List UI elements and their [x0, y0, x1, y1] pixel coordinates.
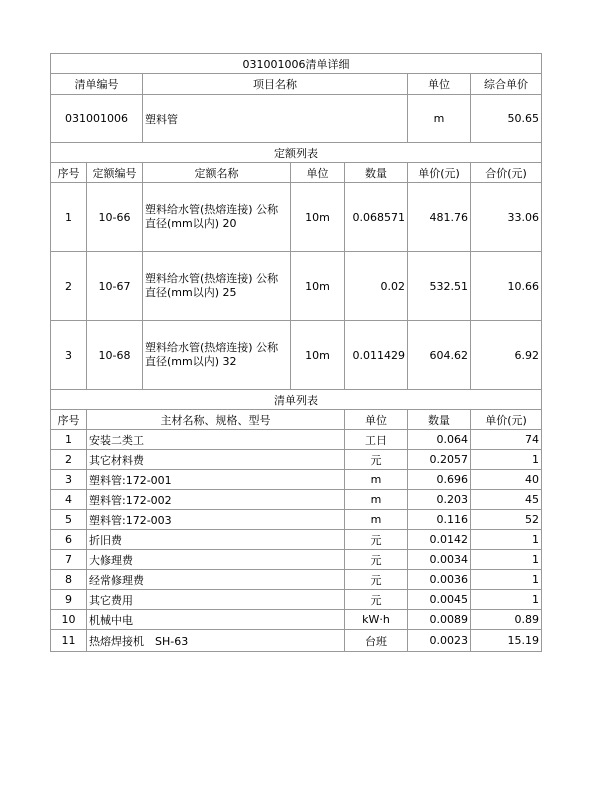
materials-name: 大修理费 — [87, 550, 345, 570]
code-header: 清单编号 — [51, 74, 143, 95]
materials-name: 经常修理费 — [87, 570, 345, 590]
quota-row — [51, 252, 542, 321]
materials-name: 安装二类工 — [87, 430, 345, 450]
materials-col-header: 序号 — [51, 410, 87, 430]
materials-price: 1 — [471, 550, 542, 570]
quota-total: 6.92 — [471, 321, 542, 390]
quota-code: 10-66 — [87, 183, 143, 252]
materials-unit: 元 — [345, 530, 408, 550]
quota-no: 1 — [51, 183, 87, 252]
quota-code: 10-68 — [87, 321, 143, 390]
materials-unit: 元 — [345, 450, 408, 470]
materials-unit: 台班 — [345, 630, 408, 652]
quota-col-header: 定额编号 — [87, 163, 143, 183]
materials-row — [51, 510, 542, 530]
item-code: 031001006 — [51, 95, 143, 143]
materials-name: 塑料管:172-001 — [87, 470, 345, 490]
item-header-row — [51, 74, 542, 95]
quota-no: 2 — [51, 252, 87, 321]
quota-name: 塑料给水管(热熔连接) 公称直径(mm以内) 32 — [143, 321, 291, 390]
materials-no: 5 — [51, 510, 87, 530]
materials-name: 塑料管:172-002 — [87, 490, 345, 510]
bill-detail-sheet — [50, 53, 541, 652]
materials-no: 8 — [51, 570, 87, 590]
quota-no: 3 — [51, 321, 87, 390]
materials-unit: 工日 — [345, 430, 408, 450]
materials-name: 机械中电 — [87, 610, 345, 630]
quota-qty: 0.011429 — [345, 321, 408, 390]
materials-no: 7 — [51, 550, 87, 570]
materials-price: 45 — [471, 490, 542, 510]
materials-price: 15.19 — [471, 630, 542, 652]
materials-price: 40 — [471, 470, 542, 490]
materials-qty: 0.064 — [408, 430, 471, 450]
materials-row — [51, 430, 542, 450]
materials-row — [51, 630, 542, 652]
quota-row — [51, 183, 542, 252]
materials-unit: m — [345, 510, 408, 530]
materials-unit: m — [345, 490, 408, 510]
materials-col-header: 单价(元) — [471, 410, 542, 430]
materials-section-row — [51, 390, 542, 410]
materials-list — [51, 430, 542, 652]
materials-name: 折旧费 — [87, 530, 345, 550]
quota-header-row — [51, 163, 542, 183]
materials-row — [51, 550, 542, 570]
item-name: 塑料管 — [143, 95, 408, 143]
quota-total: 33.06 — [471, 183, 542, 252]
quota-col-header: 定额名称 — [143, 163, 291, 183]
materials-col-header: 主材名称、规格、型号 — [87, 410, 345, 430]
materials-name: 热熔焊接机 SH-63 — [87, 630, 345, 652]
item-unit: m — [408, 95, 471, 143]
quota-unit: 10m — [291, 252, 345, 321]
title-row — [51, 54, 542, 74]
materials-no: 4 — [51, 490, 87, 510]
quota-qty: 0.02 — [345, 252, 408, 321]
materials-row — [51, 450, 542, 470]
materials-qty: 0.0034 — [408, 550, 471, 570]
materials-price: 74 — [471, 430, 542, 450]
quota-price: 481.76 — [408, 183, 471, 252]
materials-no: 2 — [51, 450, 87, 470]
quota-section-title: 定额列表 — [51, 143, 542, 163]
materials-no: 3 — [51, 470, 87, 490]
materials-price: 52 — [471, 510, 542, 530]
item-row — [51, 95, 542, 143]
materials-row — [51, 610, 542, 630]
materials-price: 1 — [471, 530, 542, 550]
price-header: 综合单价 — [471, 74, 542, 95]
materials-no: 6 — [51, 530, 87, 550]
materials-no: 1 — [51, 430, 87, 450]
quota-col-header: 序号 — [51, 163, 87, 183]
materials-col-header: 单位 — [345, 410, 408, 430]
materials-row — [51, 470, 542, 490]
item-price: 50.65 — [471, 95, 542, 143]
materials-qty: 0.0142 — [408, 530, 471, 550]
materials-qty: 0.0036 — [408, 570, 471, 590]
quota-total: 10.66 — [471, 252, 542, 321]
materials-qty: 0.0023 — [408, 630, 471, 652]
quota-price: 604.62 — [408, 321, 471, 390]
quota-name: 塑料给水管(热熔连接) 公称直径(mm以内) 20 — [143, 183, 291, 252]
quota-row — [51, 321, 542, 390]
materials-no: 10 — [51, 610, 87, 630]
quota-col-header: 合价(元) — [471, 163, 542, 183]
unit-header: 单位 — [408, 74, 471, 95]
materials-unit: kW·h — [345, 610, 408, 630]
quota-col-header: 单位 — [291, 163, 345, 183]
materials-header-row — [51, 410, 542, 430]
quota-code: 10-67 — [87, 252, 143, 321]
materials-price: 1 — [471, 570, 542, 590]
materials-unit: 元 — [345, 590, 408, 610]
materials-qty: 0.116 — [408, 510, 471, 530]
materials-qty: 0.0045 — [408, 590, 471, 610]
materials-qty: 0.203 — [408, 490, 471, 510]
quota-unit: 10m — [291, 321, 345, 390]
quota-unit: 10m — [291, 183, 345, 252]
materials-unit: 元 — [345, 570, 408, 590]
materials-price: 1 — [471, 590, 542, 610]
materials-unit: 元 — [345, 550, 408, 570]
materials-row — [51, 590, 542, 610]
materials-row — [51, 570, 542, 590]
materials-no: 9 — [51, 590, 87, 610]
materials-row — [51, 490, 542, 510]
materials-name: 塑料管:172-003 — [87, 510, 345, 530]
quota-qty: 0.068571 — [345, 183, 408, 252]
bill-detail-table — [50, 53, 542, 652]
materials-col-header: 数量 — [408, 410, 471, 430]
name-header: 项目名称 — [143, 74, 408, 95]
materials-name: 其它费用 — [87, 590, 345, 610]
materials-no: 11 — [51, 630, 87, 652]
materials-row — [51, 530, 542, 550]
materials-section-title: 清单列表 — [51, 390, 542, 410]
materials-qty: 0.2057 — [408, 450, 471, 470]
materials-price: 0.89 — [471, 610, 542, 630]
quota-col-header: 数量 — [345, 163, 408, 183]
materials-unit: m — [345, 470, 408, 490]
quota-name: 塑料给水管(热熔连接) 公称直径(mm以内) 25 — [143, 252, 291, 321]
quota-col-header: 单价(元) — [408, 163, 471, 183]
quota-price: 532.51 — [408, 252, 471, 321]
materials-qty: 0.696 — [408, 470, 471, 490]
materials-qty: 0.0089 — [408, 610, 471, 630]
sheet-title: 031001006清单详细 — [51, 54, 542, 74]
quota-section-row — [51, 143, 542, 163]
materials-price: 1 — [471, 450, 542, 470]
materials-name: 其它材料费 — [87, 450, 345, 470]
